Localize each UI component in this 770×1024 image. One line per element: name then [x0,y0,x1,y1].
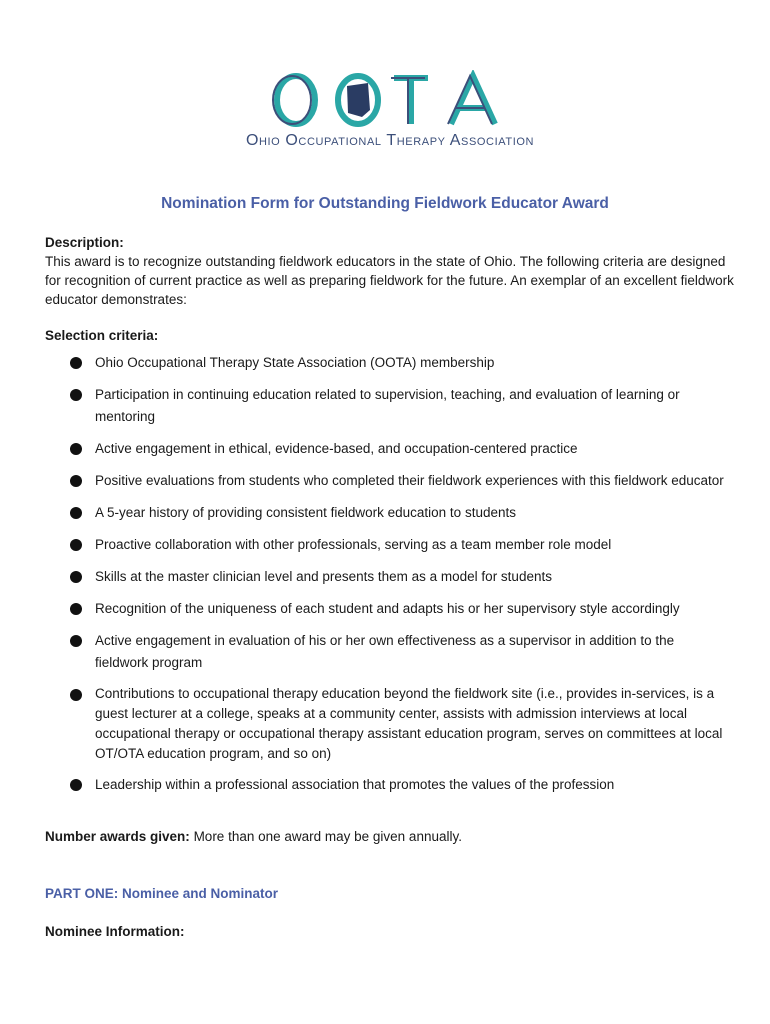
selection-criteria-label: Selection criteria: [45,328,159,343]
description-section [45,233,735,309]
nominee-info-label: Nominee Information: [45,924,185,939]
logo-letter-t [391,78,428,124]
awards-section [45,827,735,846]
list-item: Contributions to occupational therapy education beyond the fieldwork site (i.e., provides in-services, is a guest lecturer at a college, speaks at a community center, assists with admission interviews at local occupational therapy or occupational therapy assistant education program, serves on committees at local OT/OTA education program, and so on) [70,684,730,764]
org-name: Ohio Occupational Therapy Association [245,132,535,149]
description-label: Description: [45,235,124,250]
form-title: Nomination Form for Outstanding Fieldwork Educator Award [161,195,609,212]
list-item: Skills at the master clinician level and presents them as a model for students [70,566,730,588]
list-item: Recognition of the uniqueness of each student and adapts his or her supervisory style accordingly [70,598,730,620]
list-item: Leadership within a professional association that promotes the values of the profession [70,774,730,796]
logo-letter-a [448,76,495,124]
criteria-list [70,352,730,806]
list-item: A 5-year history of providing consistent fieldwork education to students [70,502,730,524]
logo-letter-o2-ohio [338,76,378,124]
list-item: Proactive collaboration with other professionals, serving as a team member role model [70,534,730,556]
list-item: Active engagement in evaluation of his or her own effectiveness as a supervisor in addition to the fieldwork program [70,630,730,674]
description-text: This award is to recognize outstanding fieldwork educators in the state of Ohio. The following criteria are designed for recognition of current practice as well as preparing fieldwork for the future. An exemplar of an excellent fieldwork educator demonstrates: [45,254,734,307]
list-item: Positive evaluations from students who completed their fieldwork experiences with this fieldwork educator [70,470,730,492]
awards-label: Number awards given: [45,829,190,844]
awards-text: More than one award may be given annually. [193,829,462,844]
oota-logo [200,70,580,160]
list-item: Ohio Occupational Therapy State Association (OOTA) membership [70,352,730,374]
list-item: Active engagement in ethical, evidence-based, and occupation-centered practice [70,438,730,460]
part-one-heading: PART ONE: Nominee and Nominator [45,886,279,901]
oota-letters-graphic [268,70,513,130]
list-item: Participation in continuing education related to supervision, teaching, and evaluation of learning or mentoring [70,384,730,428]
logo-letter-o1 [273,76,315,124]
